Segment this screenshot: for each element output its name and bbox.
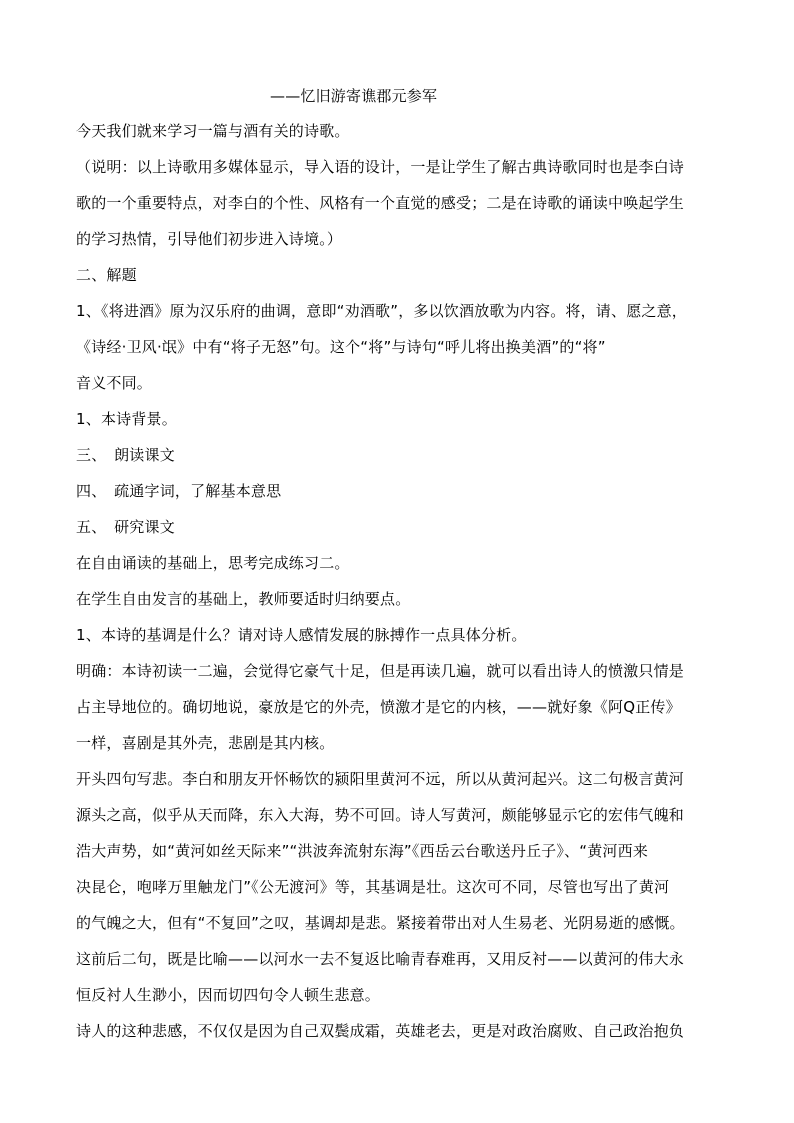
paragraph-line: 1、《将进酒》原为汉乐府的曲调，意即“劝酒歌”，多以饮酒放歌为内容。将，请、愿之意， xyxy=(76,302,687,320)
paragraph-line: 今天我们就来学习一篇与酒有关的诗歌。 xyxy=(76,122,350,140)
paragraph-line: 《诗经·卫风·氓》中有“将子无怒”句。这个“将”与诗句“呼儿将出换美酒”的“将” xyxy=(76,338,606,356)
section-heading: 三、 朗读课文 xyxy=(76,446,175,464)
paragraph-line: 源头之高，似乎从天而降，东入大海，势不可回。诗人写黄河，颇能够显示它的宏伟气魄和 xyxy=(76,806,685,824)
paragraph-line: 的学习热情，引导他们初步进入诗境。） xyxy=(76,230,343,248)
paragraph-line: 开头四句写悲。李白和朋友开怀畅饮的颍阳里黄河不远，所以从黄河起兴。这二句极言黄河 xyxy=(76,770,685,788)
paragraph-line: 这前后二句，既是比喻——以河水一去不复返比喻青春难再，又用反衬——以黄河的伟大永 xyxy=(76,950,685,968)
section-heading: 二、解题 xyxy=(76,266,137,284)
paragraph-line: 在学生自由发言的基础上，教师要适时归纳要点。 xyxy=(76,590,411,608)
section-heading: 五、 研究课文 xyxy=(76,518,175,536)
paragraph-line: 1、本诗背景。 xyxy=(76,410,177,428)
paragraph-line: 歌的一个重要特点，对李白的个性、风格有一个直觉的感受；二是在诗歌的诵读中唤起学生 xyxy=(76,194,685,212)
paragraph-line: 浩大声势，如“黄河如丝天际来”“洪波奔流射东海”《西岳云台歌送丹丘子》、“黄河西来 xyxy=(76,842,649,860)
subtitle: ——忆旧游寄谯郡元参军 xyxy=(270,87,438,105)
paragraph-line: 的气魄之大，但有“不复回”之叹，基调却是悲。紧接着带出对人生易老、光阴易逝的感慨。 xyxy=(76,914,685,932)
paragraph-line: 1、本诗的基调是什么？请对诗人感情发展的脉搏作一点具体分析。 xyxy=(76,626,527,644)
paragraph-line: 明确：本诗初读一二遍，会觉得它豪气十足，但是再读几遍，就可以看出诗人的愤激只情是 xyxy=(76,662,685,680)
paragraph-line: 在自由诵读的基础上，思考完成练习二。 xyxy=(76,554,350,572)
paragraph-line: 一样，喜剧是其外壳，悲剧是其内核。 xyxy=(76,734,335,752)
paragraph-line: 音义不同。 xyxy=(76,374,153,392)
section-heading: 四、 疏通字词，了解基本意思 xyxy=(76,482,282,500)
paragraph-line: 决昆仑，咆哮万里触龙门”《公无渡河》等，其基调是壮。这次可不同，尽管也写出了黄河 xyxy=(76,878,670,896)
paragraph-line: 诗人的这种悲感，不仅仅是因为自己双鬓成霜，英雄老去，更是对政治腐败、自己政治抱负 xyxy=(76,1022,685,1040)
paragraph-line: 恒反衬人生渺小，因而切四句令人顿生悲意。 xyxy=(76,986,381,1004)
paragraph-line: （说明：以上诗歌用多媒体显示，导入语的设计，一是让学生了解古典诗歌同时也是李白诗 xyxy=(76,158,685,176)
paragraph-line: 占主导地位的。确切地说，豪放是它的外壳，愤激才是它的内核，——就好象《阿Q正传》 xyxy=(76,698,681,716)
